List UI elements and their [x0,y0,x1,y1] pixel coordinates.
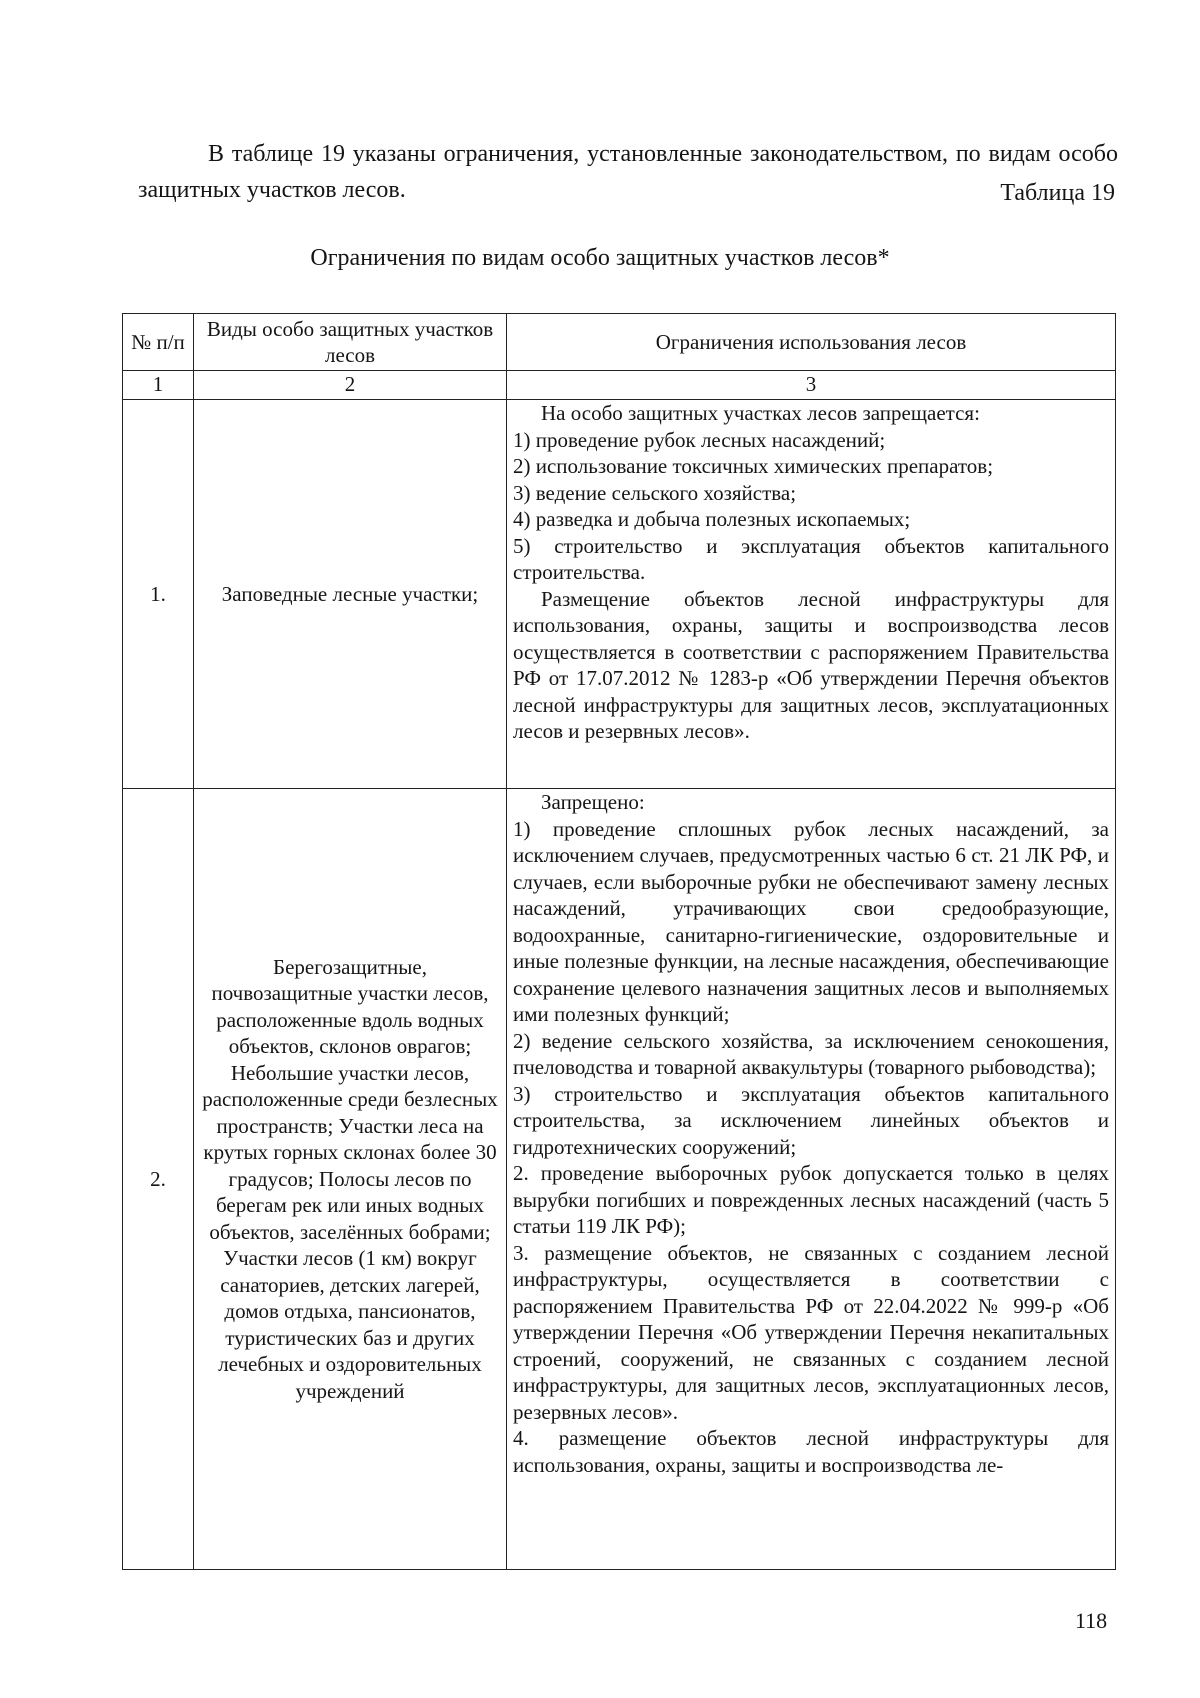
restriction-paragraph: 3) строительство и эксплуатация объектов капитального строительства, за исключением линейных объектов и гидротехнических сооружений; [513,1081,1109,1159]
restriction-paragraph: 3. размещение объектов, не связанных с созданием лесной инфраструктуры, осуществляется в соответствии с распоряжением Правительства РФ от 22.04.2022 № 999-р «Об утверждении Перечня «Об утверждении Перечня некапитальных строений, сооружений, не связанных с созданием лесной инфраструктуры, для защитных лесов, эксплуатационных лесов, резервных лесов». [513,1240,1109,1424]
restriction-paragraph: Запрещено: [541,790,645,814]
header-restrictions: Ограничения использования лесов [507,314,1116,371]
table-row [123,789,1116,1570]
restriction-paragraph: 4. размещение объектов лесной инфраструктуры для использования, охраны, защиты и воспроизводства ле- [513,1426,1109,1477]
table-header-row [123,314,1116,371]
restriction-paragraph: 5) строительство и эксплуатация объектов капитального строительства. [513,533,1109,584]
page-number: 118 [1075,1608,1108,1633]
row-restrictions [507,400,1116,789]
col-number-1: 1 [123,371,194,400]
row-restrictions [507,789,1116,1570]
col-number-2: 2 [194,371,507,400]
column-number-row [123,371,1116,400]
restriction-paragraph: Размещение объектов лесной инфраструктуры для использования, охраны, защиты и воспроизводства лесов осуществляется в соответствии с распоряжением Правительства РФ от 17.07.2012 № 1283-р «Об утверждении Перечня объектов лесной инфраструктуры для защитных лесов, эксплуатационных лесов и резервных лесов». [513,586,1109,743]
restriction-paragraph: 1) проведение сплошных рубок лесных насаждений, за исключением случаев, предусмотренных частью 6 ст. 21 ЛК РФ, и случаев, если выборочные рубки не обеспечивают замену лесных насаждений, утрачивающих свои средообразующие, водоохранные, санитарно-гигиенические, оздоровительные и иные полезные функции, на лесные насаждения, обеспечивающие сохранение целевого назначения защитных лесов и выполняемых ими полезных функций; [513,816,1109,1026]
row-type: Заповедные лесные участки; [194,400,507,789]
header-type: Виды особо защитных участков лесов [194,314,507,371]
col-number-3: 3 [507,371,1116,400]
row-number: 1. [123,400,194,789]
restriction-paragraph: 1) проведение рубок лесных насаждений; [513,427,886,452]
table-label: Таблица 19 [1000,180,1115,206]
restriction-paragraph: 2) ведение сельского хозяйства, за исключением сенокошения, пчеловодства и товарной аквакультуры (товарного рыбоводства); [513,1028,1109,1079]
table-row [123,400,1116,789]
row-type: Берегозащитные, почвозащитные участки лесов, расположенные вдоль водных объектов, склонов оврагов; Небольшие участки лесов, расположенные среди безлесных пространств; Участки леса на крутых горных склонах более 30 градусов; Полосы лесов по берегам рек или иных водных объектов, заселённых бобрами; Участки лесов (1 км) вокруг санаториев, детских лагерей, домов отдыха, пансионатов, туристических баз и других лечебных и оздоровительных учреждений [194,789,507,1570]
intro-paragraph: В таблице 19 указаны ограничения, установленные законодательством, по видам особо защитных участков лесов. [138,141,1118,203]
restriction-paragraph: 4) разведка и добыча полезных ископаемых; [513,507,911,531]
restriction-paragraph: На особо защитных участках лесов запрещается: [541,401,980,425]
restriction-paragraph: 2. проведение выборочных рубок допускается только в целях вырубки погибших и поврежденных лесных насаждений (часть 5 статьи 119 ЛК РФ); [513,1161,1109,1238]
table-title: Ограничения по видам особо защитных участков лесов* [310,245,890,271]
restrictions-table [122,313,1116,1570]
row-number: 2. [123,789,194,1570]
restriction-paragraph: 3) ведение сельского хозяйства; [513,480,797,505]
restriction-paragraph: 2) использование токсичных химических препаратов; [513,454,994,478]
header-num: № п/п [123,314,194,371]
